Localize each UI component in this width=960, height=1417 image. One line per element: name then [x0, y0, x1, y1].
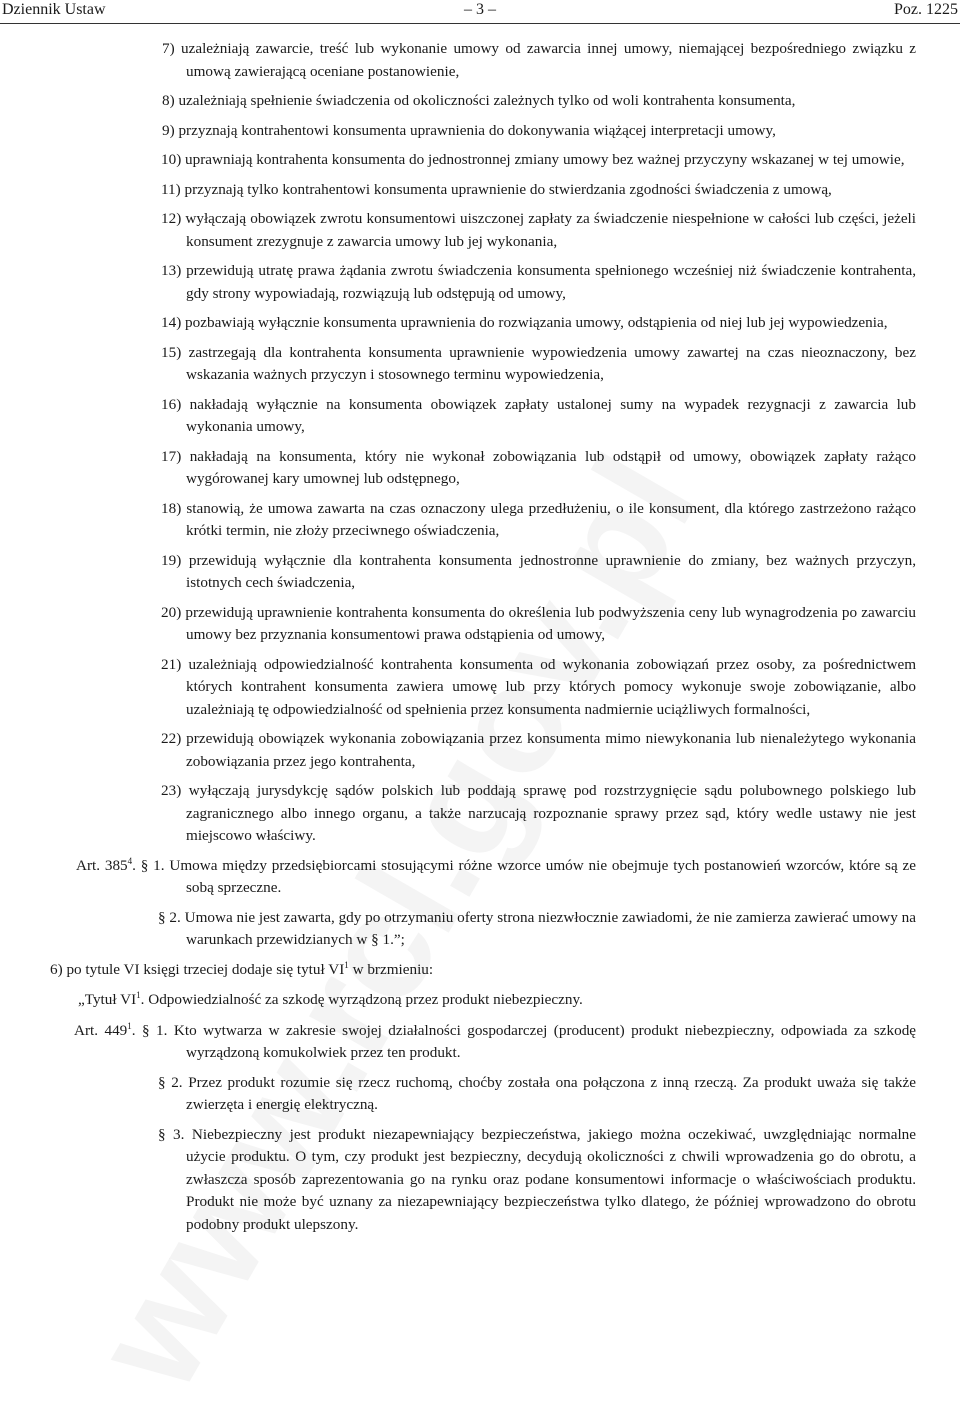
item-number: 19) [161, 551, 182, 569]
item-text: przewidują wyłącznie dla kontrahenta konsumenta jednostronne uprawnienie do zmiany, bez ważnych przyczyn, istotnych cech świadczenia, [186, 551, 916, 591]
article-449-1-par-2: § 2. Przez produkt rozumie się rzecz ruchomą, choćby została ona połączona z inną rzeczą. Za produkt uważa się także zwierzęta i energię elektryczną. [158, 1073, 916, 1113]
item-text: przewidują utratę prawa żądania zwrotu świadczenia konsumenta spełnionego wcześniej niż świadczenie kontrahenta, gdy strony wypowiadają, rozwiązują lub odstępują od umowy, [186, 262, 916, 302]
list-item [0, 149, 960, 172]
list-item [0, 394, 960, 439]
list-item [0, 260, 960, 305]
position-number: Poz. 1225 [894, 1, 958, 18]
item-number: 17) [161, 447, 182, 465]
item-text: wyłączają obowiązek zwrotu konsumentowi uiszczonej zapłaty za świadczenie niespełnione w całości lub części, jeżeli konsument zrezygnuje z zawarcia umowy lub jej wykonania, [185, 210, 916, 250]
list-item [0, 120, 960, 143]
item-text: nakładają na konsumenta, który nie wykonał zobowiązania lub odstąpił od umowy, obowiązek zapłaty rażąco wygórowanej kary umownej lub odstępnego, [186, 447, 916, 487]
title-vi-1: „Tytuł $VI^1$. Odpowiedzialność za szkodę wyrządzoną przez produkt niebezpieczny. [78, 989, 583, 1008]
page-header [0, 0, 960, 24]
document-body [0, 38, 960, 1243]
article-449-1-par-1: Art. $449^1$. § 1. Kto wytwarza w zakresie swojej działalności gospodarczej (producent) produkt niebezpieczny, odpowiada za szkodę wyrządzoną komukolwiek przez ten produkt. [74, 1020, 917, 1061]
list-item [0, 498, 960, 543]
header-rule [0, 23, 960, 24]
item-number: 15) [161, 343, 182, 361]
item-number: 11) [161, 180, 181, 198]
item-text: przewidują uprawnienie kontrahenta konsumenta do określenia lub podwyższenia ceny lub wynagrodzenia po zawarciu umowy bez przyznania konsumentowi prawa odstąpienia od umowy, [185, 603, 917, 643]
page-number: – 3 – [464, 1, 496, 18]
list-item [0, 90, 960, 113]
item-text: zastrzegają dla kontrahenta konsumenta uprawnienie wypowiedzenia umowy zawartej na czas nieoznaczony, bez wskazania ważnych przyczyn i stosownego terminu wypowiedzenia, [186, 343, 916, 383]
item-text: nakładają wyłącznie na konsumenta obowiązek zapłaty ustalonej sumy na wypadek rezygnacji z zawarcia lub wykonania umowy, [186, 395, 916, 435]
list-item [0, 446, 960, 491]
item-number: 20) [161, 603, 182, 621]
item-number: 9) [162, 121, 175, 139]
item-text: uzależniają spełnienie świadczenia od okoliczności zależnych tylko od woli kontrahenta konsumenta, [178, 92, 796, 109]
article-385-4-par-2: § 2. Umowa nie jest zawarta, gdy po otrzymaniu oferty strona niezwłocznie zawiadomi, że nie zamierza zawierać umowy na warunkach przewidzianych w § 1.”; [158, 908, 917, 948]
list-item [0, 550, 960, 595]
list-item [0, 179, 960, 202]
item-text: wyłączają jurysdykcję sądów polskich lub poddają sprawę pod rozstrzygnięcie sądu polubownego polskiego lub zagranicznego albo innego organu, a także narzucają rozpoznanie sprawy przez sąd, który wedle ustawy nie jest miejscowo właściwy. [186, 782, 917, 844]
list-item [0, 654, 960, 722]
item-number: 18) [161, 499, 182, 517]
list-item [0, 208, 960, 253]
item-number: 13) [161, 262, 182, 279]
item-text: stanowią, że umowa zawarta na czas oznaczony ulega przedłużeniu, o ile konsument, dla którego zastrzeżono rażąco krótki termin, nie złoży przeciwnego oświadczenia, [186, 499, 916, 539]
item-number: 8) [162, 92, 175, 109]
item-text: uprawniają kontrahenta konsumenta do jednostronnej zmiany umowy bez ważnej przyczyny wskazanej w tej umowie, [185, 151, 905, 168]
point-6: 6) po tytule VI księgi trzeciej dodaje się tytuł $VI^1$ w brzmieniu: [50, 959, 434, 978]
item-number: 16) [161, 395, 182, 413]
item-number: 21) [161, 655, 182, 673]
item-text: pozbawiają wyłącznie konsumenta uprawnienia do rozwiązania umowy, odstąpienia od niej lub jej wypowiedzenia, [185, 314, 888, 331]
list-item [0, 728, 960, 773]
item-number: 10) [161, 151, 182, 168]
item-text: przyznają kontrahentowi konsumenta uprawnienia do dokonywania wiążącej interpretacji umowy, [178, 121, 776, 139]
item-number: 7) [162, 40, 175, 57]
item-number: 22) [161, 730, 182, 747]
article-385-4-par-1: Art. $385^4$. § 1. Umowa między przedsiębiorcami stosującymi różne wzorce umów nie obejmuje tych postanowień wzorców, które są ze sobą sprzeczne. [76, 855, 916, 896]
list-item [0, 342, 960, 387]
item-number: 23) [161, 782, 182, 799]
clause-list [0, 38, 960, 848]
list-item [0, 38, 960, 83]
item-text: uzależniają odpowiedzialność kontrahenta konsumenta od wykonania zobowiązań przez osoby, za pośrednictwem których kontrahent konsumenta zawiera umowę lub przy których pomocy wykonuje swoje zobowiązanie, albo uzależniają tę odpowiedzialność od spełnienia przez konsumenta nadmiernie uciążliwych formalności, [186, 655, 917, 718]
item-number: 12) [161, 210, 182, 227]
list-item [0, 312, 960, 335]
list-item [0, 602, 960, 647]
article-449-1-par-3: § 3. Niebezpieczny jest produkt niezapewniający bezpieczeństwa, jakiego można oczekiwać, uwzględniając normalne użycie produktu. O tym, czy produkt jest bezpieczny, decydują okoliczności z chwili wprowadzenia go do obrotu, a zwłaszcza sposób zaprezentowania go na rynku oraz podane konsumentowi informacje o właściwościach produktu. Produkt nie może być uznany za niezapewniający bezpieczeństwa tylko dlatego, że później wprowadzono do obrotu podobny produkt ulepszony. [158, 1125, 917, 1233]
journal-name: Dziennik Ustaw [2, 1, 106, 18]
list-item [0, 780, 960, 848]
item-text: przyznają tylko kontrahentowi konsumenta uprawnienie do stwierdzania zgodności świadczenia z umową, [184, 180, 832, 198]
item-number: 14) [161, 314, 182, 331]
item-text: uzależniają zawarcie, treść lub wykonanie umowy od zawarcia innej umowy, niemającej bezpośredniego związku z umową zawierającą oceniane postanowienie, [181, 40, 917, 80]
item-text: przewidują obowiązek wykonania zobowiązania przez konsumenta mimo niewykonania lub nienależytego wykonania zobowiązania przez jego kontrahenta, [186, 730, 916, 770]
